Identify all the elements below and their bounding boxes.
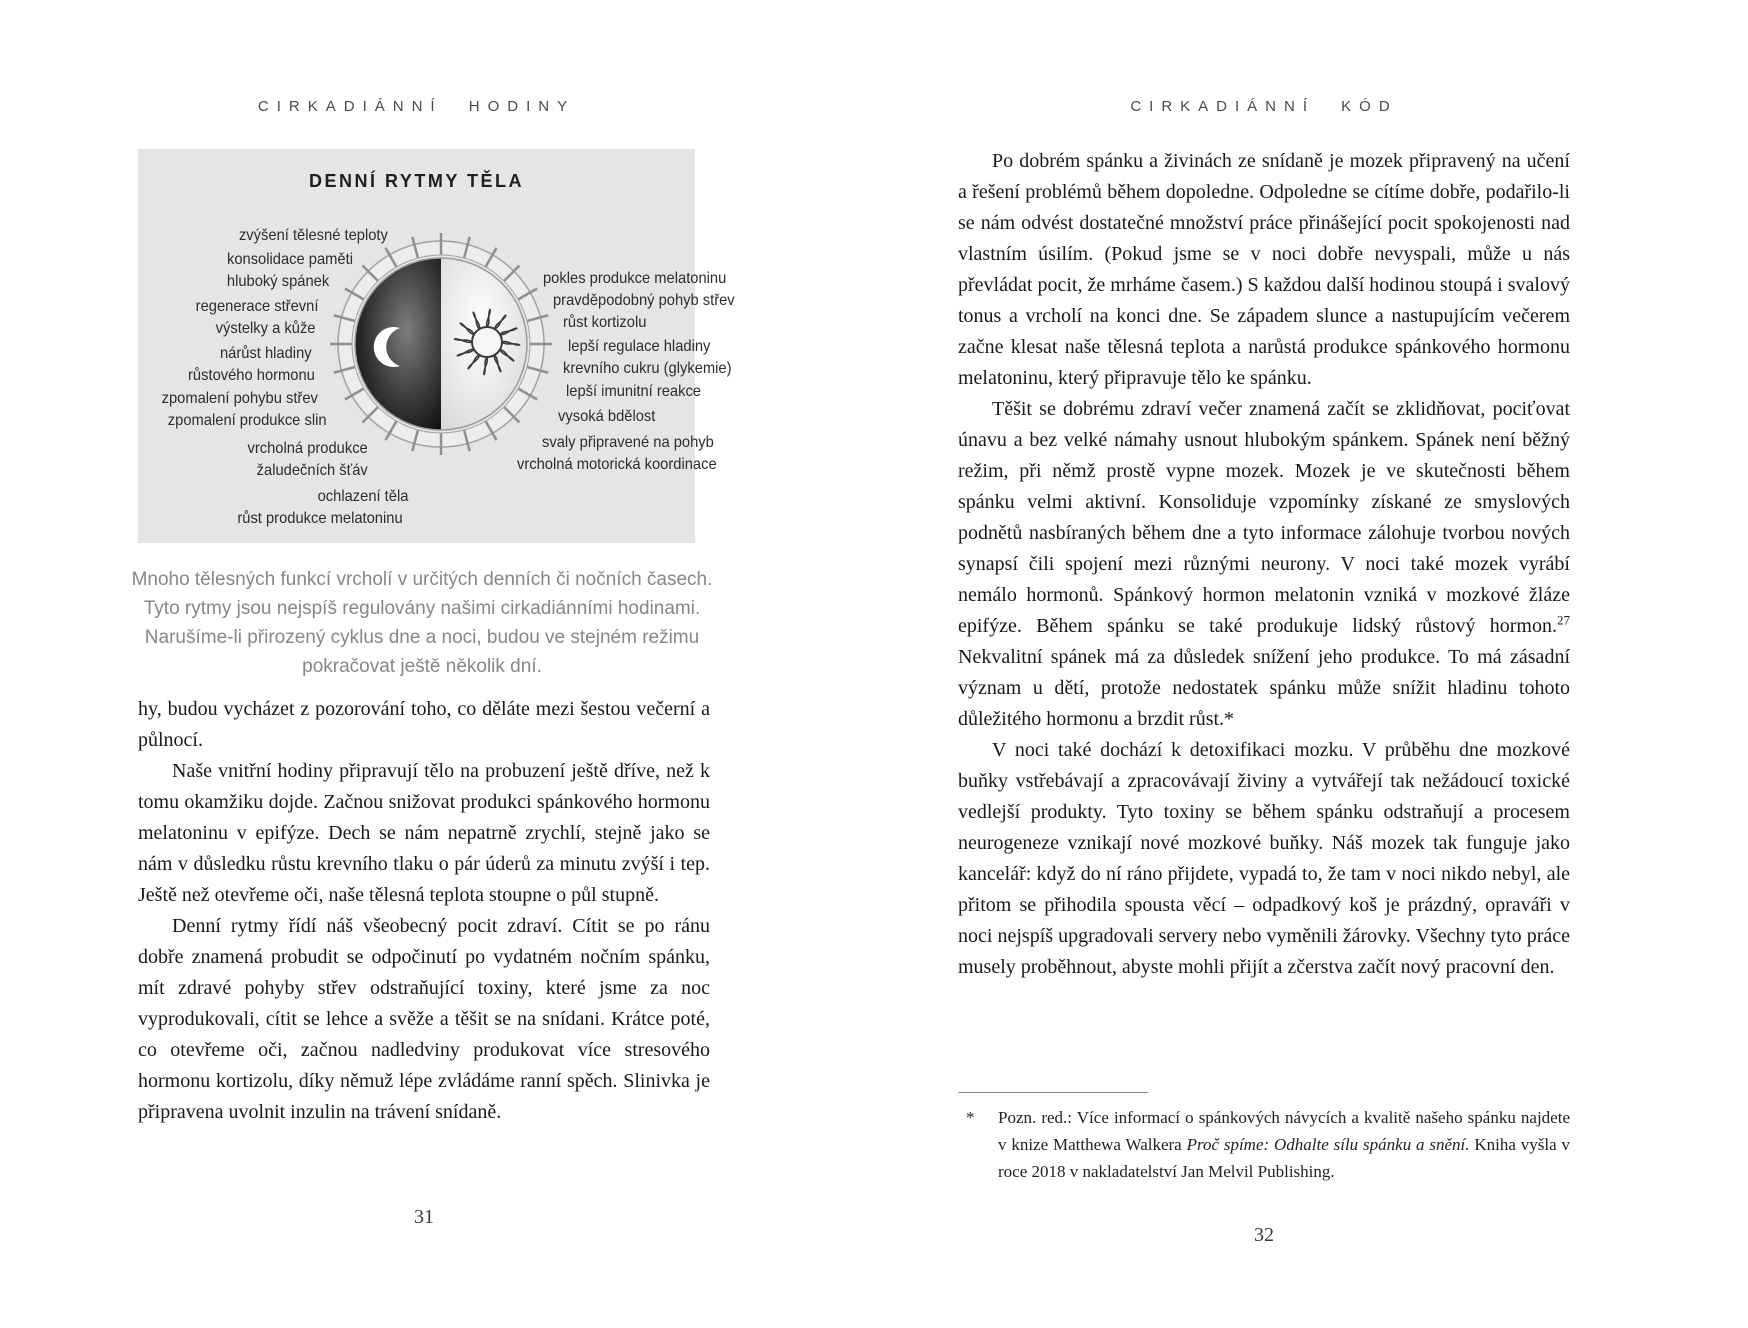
figure-label: pravděpodobný pohyb střev xyxy=(553,292,735,309)
paragraph: V noci také dochází k detoxifikaci mozku. V průběhu dne mozkové buňky vstřebávají a zpracovávají živiny a vytvářejí tak nežádoucí toxické vedlejší produkty. Tyto toxiny se během spánku odstraňují a procesem neurogeneze vznikají nové mozkové buňky. Náš mozek tak funguje jako kancelář: když do ní ráno přijdete, vypadá to, že tam v noci nikdo nebyl, ale přitom se přihodila spousta věcí – odpadkový koš je prázdný, opraváři v noci nejspíš upgradovali servery nebo vyměnili žárovky. Všechny tyto práce musely proběhnout, abyste mohli přijít a zčerstva začít nový pracovní den. xyxy=(958,739,1570,978)
footnote-text xyxy=(998,1104,1570,1185)
figure-label: vrcholná produkce xyxy=(247,440,368,457)
figure-label: ochlazení těla xyxy=(317,488,409,505)
figure-label: lepší imunitní reakce xyxy=(566,383,701,400)
figure-label: nárůst hladiny xyxy=(220,345,312,362)
footnote xyxy=(958,1104,1570,1185)
footnote-book-title: Proč spíme: Odhalte sílu spánku a snění. xyxy=(1186,1135,1470,1154)
figure-label: svaly připravené na pohyb xyxy=(542,434,714,451)
caption-line: pokračovat ještě několik dní. xyxy=(302,656,542,677)
figure-label: výstelky a kůže xyxy=(215,320,315,337)
figure-label: růst produkce melatoninu xyxy=(237,510,403,527)
footnote-reference-27: 27 xyxy=(1557,612,1570,628)
figure-label: vysoká bdělost xyxy=(558,408,656,425)
sun-core xyxy=(472,327,502,357)
footnote-text-part: Kniha vyšla v roce 2018 v nakladatelství Jan Melvil Publishing. xyxy=(998,1135,1570,1181)
figure-label: pokles produkce melatoninu xyxy=(543,270,727,287)
figure-label: krevního cukru (glykemie) xyxy=(563,360,732,377)
footnote-text-part: Pozn. red.: Více informací o spánkových návycích a kvalitě našeho spánku najdete v knize Matthewa Walkera xyxy=(998,1108,1570,1154)
daily-rhythms-figure xyxy=(138,149,735,543)
figure-label: růst kortizolu xyxy=(563,314,647,331)
caption-line: Tyto rytmy jsou nejspíš regulovány našimi cirkadiánními hodinami. xyxy=(143,598,701,619)
figure-label: lepší regulace hladiny xyxy=(568,338,711,355)
paragraph: Po dobrém spánku a živinách ze snídaně je mozek připravený na učení a řešení problémů během dopoledne. Odpoledne se cítíme dobře, podařilo-li se nám odvést dostatečné množství práce přinášející pocit spokojenosti nad vlastním úsilím. (Pokud jsme se v noci dobře nevyspali, může u nás převládat pocit, že mrháme časem.) S každou další hodinou stoupá i svalový tonus a vrcholí na konci dne. Se západem slunce a nastupujícím večerem začne klesat naše tělesná teplota a narůstá produkce spánkového hormonu melatoninu, který připravuje tělo ke spánku. xyxy=(958,150,1570,389)
left-page-body xyxy=(138,694,710,1128)
footnote-marker: * xyxy=(966,1108,975,1127)
paragraph: hy, budou vycházet z pozorování toho, co děláte mezi šestou večerní a půlnocí. xyxy=(138,698,710,751)
paragraph: Naše vnitřní hodiny připravují tělo na probuzení ještě dříve, než k tomu okamžiku dojde. Začnou snižovat produkci spánkového hormonu melatoninu v epifýze. Dech se nám nepatrně zrychlí, stejně jako se nám v důsledku růstu krevního tlaku o pár úderů za minutu zvýší i tep. Ještě než otevřeme oči, naše tělesná teplota stoupne o půl stupně. xyxy=(138,760,710,906)
figure-label: žaludečních šťáv xyxy=(256,462,368,479)
figure-label: zpomalení produkce slin xyxy=(168,412,327,429)
figure-label: růstového hormonu xyxy=(188,367,315,384)
figure-caption xyxy=(112,565,732,681)
right-page-body xyxy=(958,146,1570,983)
figure-label: regenerace střevní xyxy=(195,298,318,315)
page-number-right: 32 xyxy=(1254,1224,1274,1246)
figure-label: zvýšení tělesné teploty xyxy=(239,227,388,244)
paragraph xyxy=(958,394,1570,735)
figure-title: DENNÍ RYTMY TĚLA xyxy=(308,171,524,191)
caption-line: Mnoho tělesných funkcí vrcholí v určitých denních či nočních časech. xyxy=(131,569,713,590)
running-head-left: CIRKADIÁNNÍ HODINY xyxy=(257,98,576,115)
figure-label: hluboký spánek xyxy=(226,273,329,290)
caption-line: Narušíme-li přirozený cyklus dne a noci, budou ve stejném režimu xyxy=(144,627,700,648)
footnote-divider xyxy=(958,1092,1148,1093)
running-head-right: CIRKADIÁNNÍ KÓD xyxy=(1130,98,1398,115)
page-number-left: 31 xyxy=(414,1206,434,1228)
figure-label: vrcholná motorická koordinace xyxy=(517,456,717,473)
paragraph: Denní rytmy řídí náš všeobecný pocit zdraví. Cítit se po ránu dobře znamená probudit se odpočinutí po vydatném nočním spánku, mít zdravé pohyby střev odstraňující toxiny, které jsme za noc vyprodukovali, cítit se lehce a svěže a těšit se na snídani. Krátce poté, co otevřeme oči, začnou nadledviny produkovat více stresového hormonu kortizolu, díky němuž lépe zvládáme ranní spěch. Slinivka je připravena uvolnit inzulin na trávení snídaně. xyxy=(138,915,710,1123)
figure-label: konsolidace paměti xyxy=(226,251,353,268)
paragraph-text: Nekvalitní spánek má za důsledek snížení jeho produkce. To má zásadní význam u dětí, protože nedostatek spánku může snížit hladinu tohoto důležitého hormonu a brzdit růst.* xyxy=(958,646,1570,730)
paragraph-text: Těšit se dobrému zdraví večer znamená začít se zklidňovat, pociťovat únavu a bez velké námahy usnout hlubokým spánkem. Spánek není běžný režim, při němž prostě vypne mozek. Mozek je ve skutečnosti během spánku velmi aktivní. Konsoliduje vzpomínky získané ze smyslových podnětů nasbíraných během dne a tyto informace zálohuje tvorbou nových synapsí čili spojení mezi různými neurony. V noci také mozek vyrábí nemálo hormonů. Spánkový hormon melatonin vzniká v mozkové žláze epifýze. Během spánku se také produkuje lidský růstový hormon. xyxy=(958,398,1570,637)
day-night-clock-illustration xyxy=(326,229,556,459)
figure-label: zpomalení pohybu střev xyxy=(161,390,318,407)
